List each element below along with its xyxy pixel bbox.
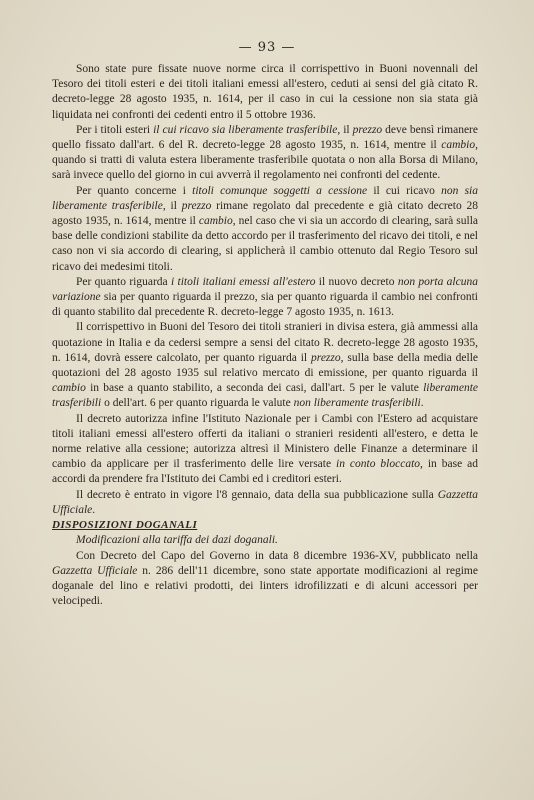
italic-text: prezzo — [181, 199, 212, 212]
italic-text: in conto bloccato — [336, 458, 421, 471]
italic-text: Gazzetta Ufficiale — [52, 564, 138, 577]
text-run: rimane regolato dal precedente e già citato decreto 28 agosto 1935, n. 1614, mentre il — [52, 199, 478, 228]
text-run: , quando si tratti di valuta estera liberamente trasferibile quotata o non alla Borsa di Milano, sarà invece quello del giorno in cui avverrà il regolamento nei confronti del cedente. — [52, 139, 478, 182]
text-run: Per quanto riguarda — [76, 275, 171, 288]
italic-text: non porta alcuna variazione — [52, 275, 478, 304]
italic-text: liberamente trasferibili — [52, 382, 478, 410]
text-run: il cui ricavo — [367, 184, 442, 197]
italic-text: i titoli italiani emessi all'estero — [170, 275, 316, 288]
text-run: , nel caso che vi sia un accordo di clearing, sarà sulla base delle condizioni stabilite da detto accordo per il trasferimento del ricavo dei titoli, e nel caso non vi sia accordo di clearing, si applicherà il cambio ottenuto dal Regio Tesoro sul ricavo dei medesimi titoli. — [52, 215, 479, 273]
paragraph — [52, 62, 478, 123]
section-subheading-text: Modificazioni alla tariffa dei dazi doganali. — [76, 534, 278, 547]
text-run: , il — [162, 199, 182, 212]
italic-text: cambio — [198, 215, 233, 228]
italic-text: prezzo — [352, 123, 383, 136]
paragraph — [52, 488, 478, 518]
italic-text: prezzo — [311, 351, 341, 364]
italic-text: cambio — [441, 139, 476, 152]
paragraph — [52, 275, 478, 321]
text-run: deve bensì rimanere quello fissato dall'art. 6 del R. decreto-legge 28 agosto 1935, n. 1614, mentre il — [52, 123, 478, 152]
text-run: Con Decreto del Capo del Governo in data 8 dicembre 1936-XV, pubblicato nella — [76, 549, 478, 562]
page-number: — 93 — — [238, 40, 296, 55]
text-run: , sulla base della media delle quotazioni del 28 agosto 1935 sul relativo mercato di emissione, per quanto riguarda il — [52, 351, 479, 380]
text-run: n. 286 dell'11 dicembre, sono state apportate modificazioni al regime doganale del lino e relativi prodotti, dei linters idrofilizzati e di alcuni accessori per velocipedi. — [52, 564, 478, 608]
text-run: Sono state pure fissate nuove norme circa il corrispettivo in Buoni novennali del Tesoro dei titoli esteri e dei titoli italiani emessi all'estero, ceduti ai sensi del già citato R. decreto-legge 28 agosto 1935, n. 1614, per il caso in cui la cessione non sia stata già liquidata nei confronti dei cedenti entro il 5 ottobre 1936. — [52, 63, 478, 121]
text-run: . — [420, 397, 424, 410]
text-run: sia per quanto riguarda il prezzo, sia per quanto riguarda il cambio nei confronti di quanto stabilito dal precedente R. decreto-legge 7 agosto 1935, n. 1613. — [52, 291, 478, 319]
italic-text: il cui ricavo sia liberamente trasferibile — [153, 123, 338, 136]
italic-text: cambio — [52, 382, 86, 395]
italic-text: Gazzetta Ufficiale — [52, 488, 478, 516]
paragraph — [52, 320, 478, 411]
italic-text: non sia liberamente trasferibile — [52, 184, 478, 212]
text-run: Il corrispettivo in Buoni del Tesoro dei titoli stranieri in divisa estera, già ammessi alla quotazione in Italia e da cedersi sempre a sensi del citato R. decreto-legge 28 agosto 1935, n. 1614, dovrà essere calcolato, per quanto riguarda il — [52, 321, 478, 364]
text-run: in base a quanto stabilito, a seconda dei casi, dall'art. 5 per le valute — [85, 382, 424, 395]
text-run: , il — [337, 123, 353, 136]
paragraph — [52, 184, 478, 275]
body-text — [52, 62, 478, 609]
paragraph — [52, 123, 478, 184]
text-run: Il decreto è entrato in vigore l'8 gennaio, data della sua pubblicazione sulla — [76, 488, 438, 501]
text-run: Per i titoli esteri — [76, 123, 154, 136]
paragraph — [52, 412, 478, 488]
text-run: Per quanto concerne i — [76, 184, 193, 197]
section-heading: DISPOSIZIONI DOGANALI — [52, 519, 198, 532]
italic-text: titoli comunque soggetti a cessione — [192, 184, 368, 197]
text-run: il nuovo decreto — [315, 275, 398, 288]
section-paragraph — [52, 549, 478, 610]
text-run: Il decreto autorizza infine l'Istituto Nazionale per i Cambi con l'Estero ad acquistare titoli italiani emessi all'estero offerti da italiani o stranieri residenti all'estero, e detta le norme relative alla cessione; autorizza altresì il Ministero delle Finanze a determinare il cambio da applicare per il trasferimento delle lire versate — [52, 412, 478, 471]
italic-text: non liberamente trasferibili — [293, 397, 421, 410]
text-run: . — [92, 503, 96, 516]
text-run: o dell'art. 6 per quanto riguarda le valute — [101, 397, 294, 410]
text-run: , in base ad accordi da prendere fra l'Istituto dei Cambi ed i creditori esteri. — [52, 458, 478, 486]
section-subheading — [52, 533, 478, 548]
